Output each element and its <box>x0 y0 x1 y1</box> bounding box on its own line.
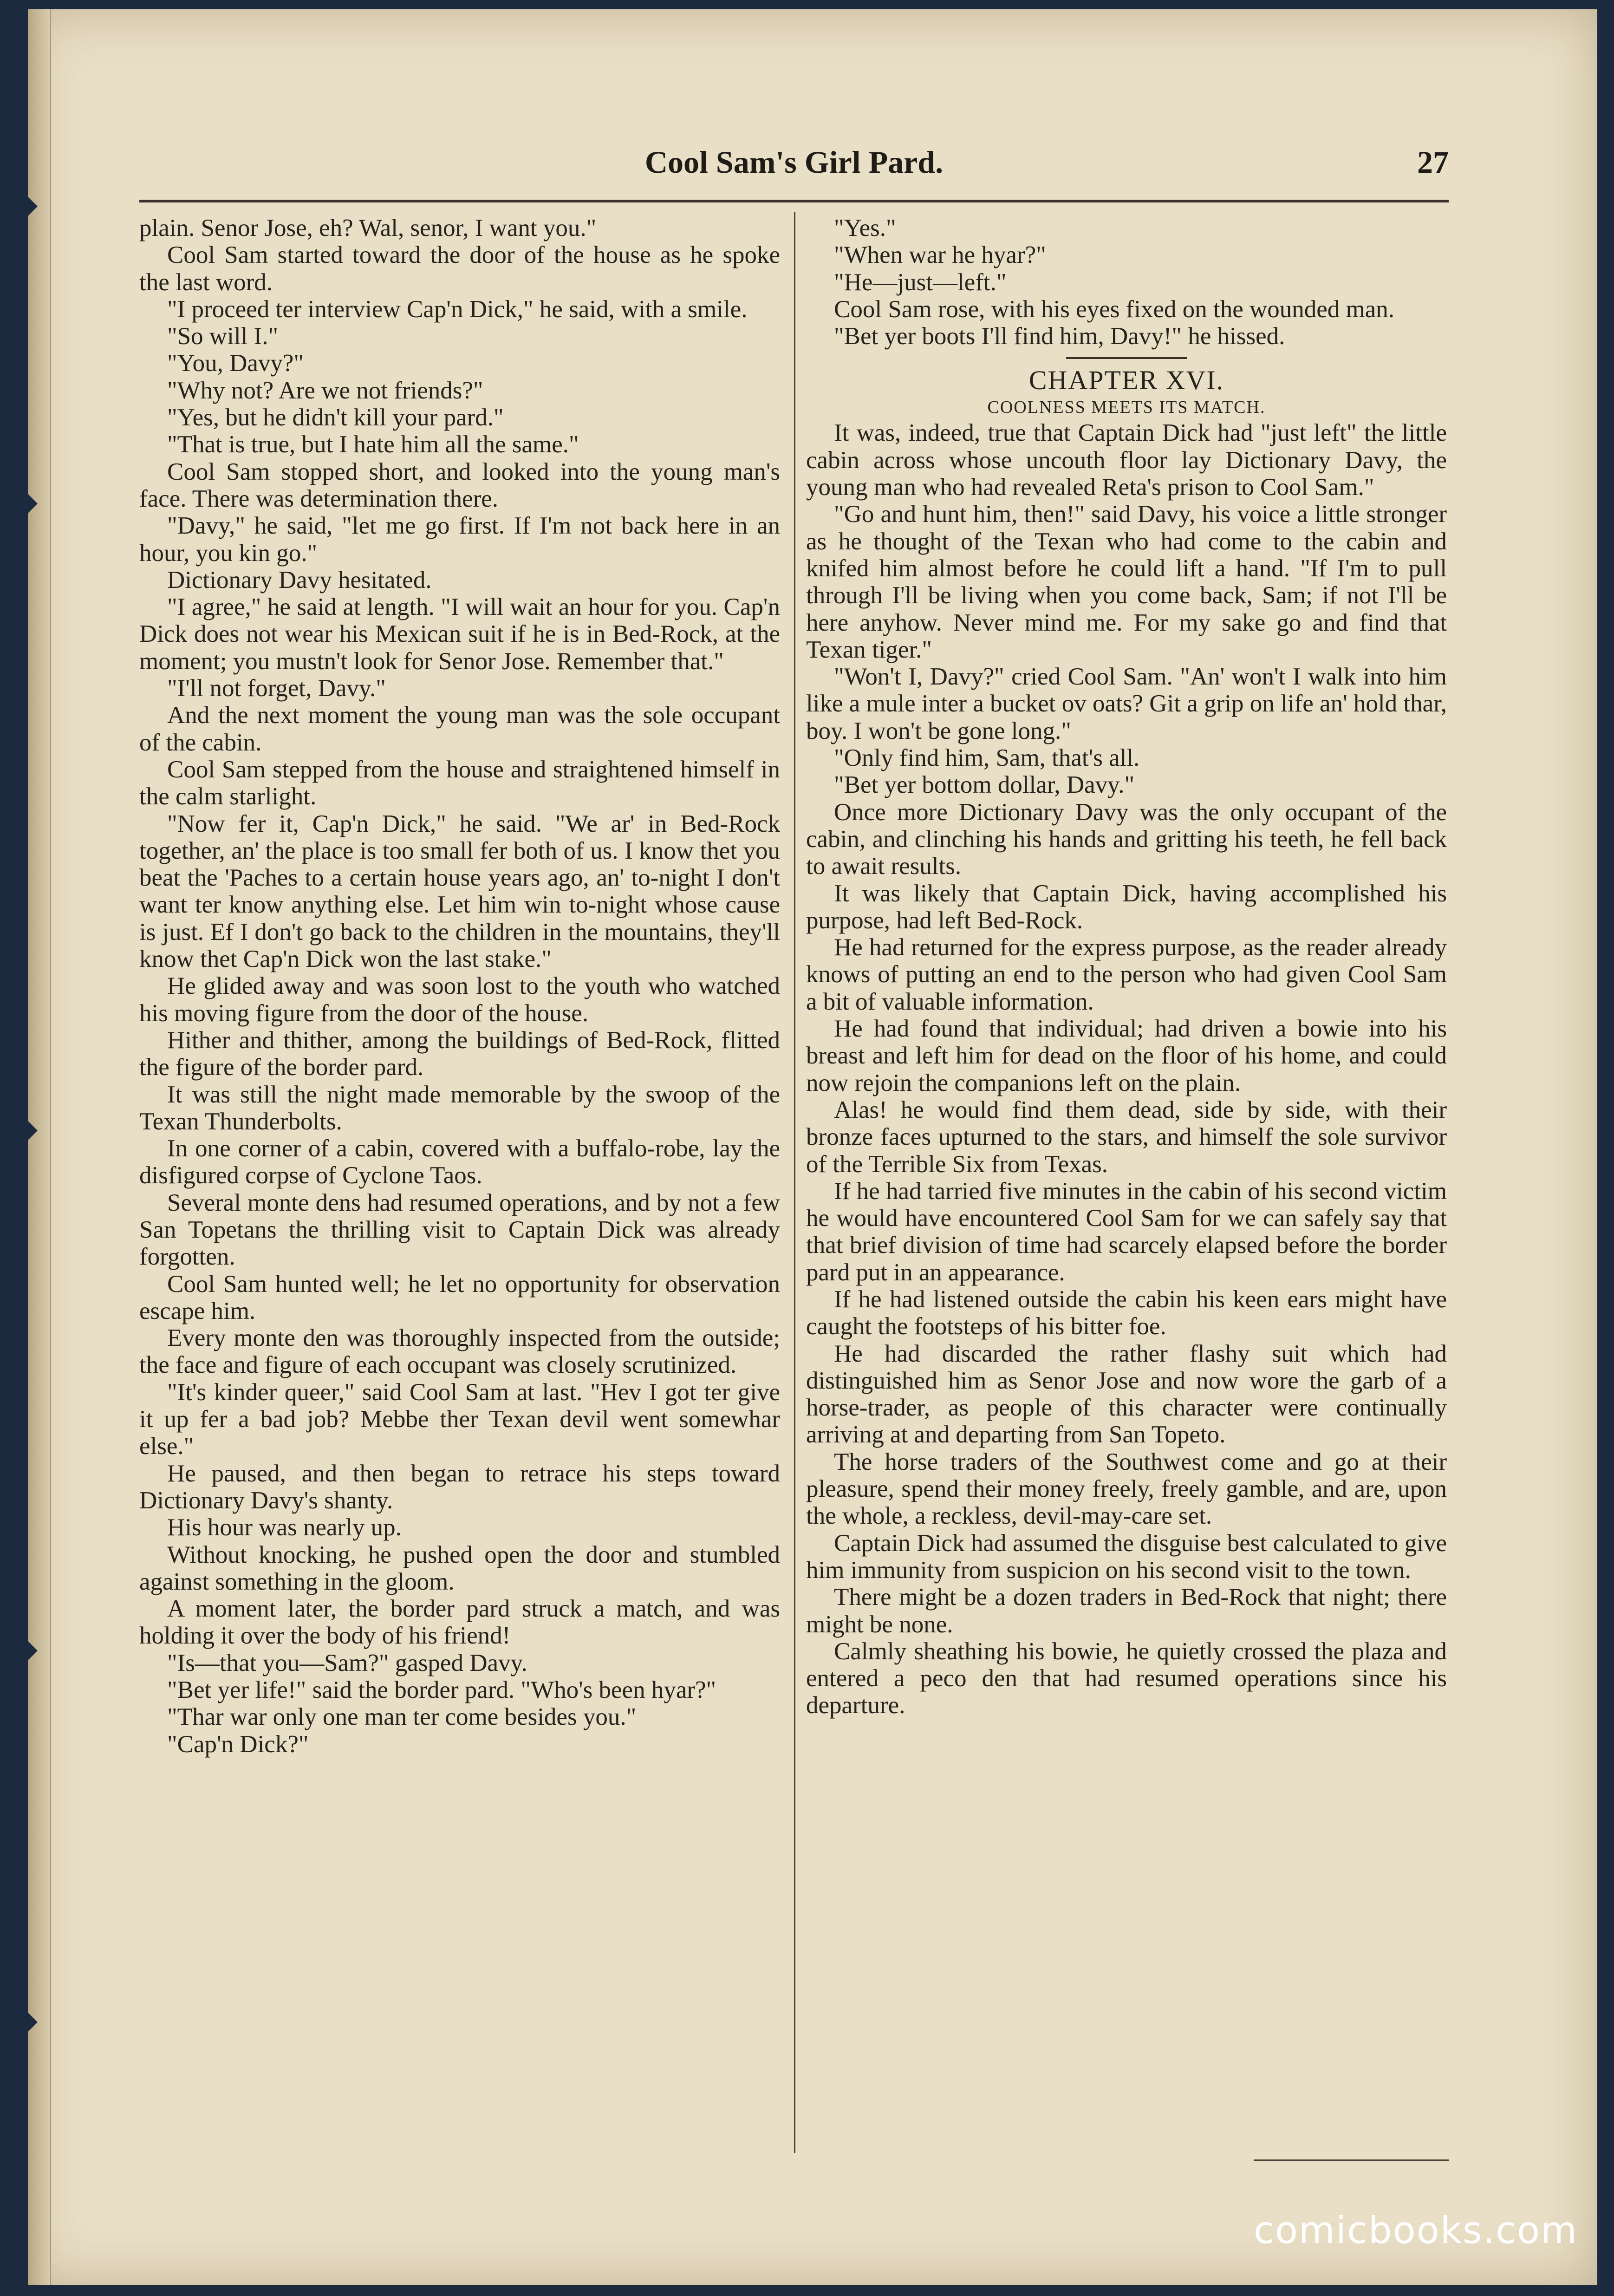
paragraph: He had found that individual; had driven a bowie into his breast and left him for dead on the floor of his home, and could now rejoin the companions left on the plain. <box>806 1015 1447 1096</box>
paragraph: He paused, and then began to retrace his steps toward Dictionary Davy's shanty. <box>139 1460 780 1514</box>
paragraph: It was, indeed, true that Captain Dick had "just left" the little cabin across whose uncouth floor lay Dictionary Davy, the young man who had revealed Reta's prison to Cool Sam." <box>806 419 1447 501</box>
running-header <box>139 139 1449 195</box>
stitch-hole-icon: ◆ <box>16 485 38 518</box>
end-rule <box>1254 2159 1449 2161</box>
paragraph: Dictionary Davy hesitated. <box>167 566 432 594</box>
paragraph: Once more Dictionary Davy was the only occupant of the cabin, and clinching his hands and gritting his teeth, he fell back to await results. <box>806 798 1447 880</box>
paragraph: "Yes, but he didn't kill your pard." <box>167 404 504 431</box>
paragraph: Every monte den was thoroughly inspected from the outside; the face and figure of each occupant was closely scrutinized. <box>139 1324 780 1379</box>
paragraph: Calmly sheathing his bowie, he quietly crossed the plaza and entered a peco den that had resumed operations since his departure. <box>806 1637 1447 1719</box>
paragraph: He had discarded the rather flashy suit which had distinguished him as Senor Jose and now wore the garb of a horse-trader, as people of this character were continually arriving at and departing from San Topeto. <box>806 1340 1447 1448</box>
paragraph: Captain Dick had assumed the disguise best calculated to give him immunity from suspicion on his second visit to the town. <box>806 1529 1447 1584</box>
paragraph: In one corner of a cabin, covered with a buffalo-robe, lay the disfigured corpse of Cyclone Taos. <box>139 1135 780 1189</box>
paragraph: Cool Sam rose, with his eyes fixed on the wounded man. <box>834 295 1395 323</box>
paragraph: "I'll not forget, Davy." <box>167 675 386 702</box>
paragraph: The horse traders of the Southwest come and go at their pleasure, spend their money freely, freely gamble, and are, upon the whole, a reckless, devil-may-care set. <box>806 1448 1447 1530</box>
binding-edge <box>28 9 51 2285</box>
paragraph: Several monte dens had resumed operations, and by not a few San Topetans the thrilling visit to Captain Dick was already forgotten. <box>139 1189 780 1271</box>
paragraph: "Davy," he said, "let me go first. If I'm not back here in an hour, you kin go." <box>139 512 780 567</box>
paragraph: plain. Senor Jose, eh? Wal, senor, I want you." <box>139 215 597 241</box>
paragraph: "It's kinder queer," said Cool Sam at last. "Hev I got ter give it up fer a bad job? Mebbe ther Texan devil went somewhar else." <box>139 1378 780 1460</box>
paragraph: "Go and hunt him, then!" said Davy, his voice a little stronger as he thought of the Texan who had come to the cabin and knifed him almost before he could lift a hand. "If I'm to pull through I'll be living when you come back, Sam; if not I'll be here anyhow. Never mind me. For my sake go and find that Texan tiger." <box>806 501 1447 663</box>
paragraph: "Now fer it, Cap'n Dick," he said. "We ar' in Bed-Rock together, an' the place is too small fer both of us. I know thet you beat the 'Paches to a certain house years ago, an' to-night I don't want ter know anything else. Let him win to-night whose cause is just. Ef I don't go back to the children in the mountains, they'll know thet Cap'n Dick won the last stake." <box>139 810 780 973</box>
paragraph: "You, Davy?" <box>167 350 304 377</box>
stitch-hole-icon: ◆ <box>16 188 38 221</box>
watermark: comicbooks.com <box>1253 2209 1578 2252</box>
chapter-heading: CHAPTER XVI. <box>1028 365 1224 396</box>
column-divider <box>794 212 795 2153</box>
right-column-top-text <box>806 215 1447 350</box>
paragraph: "Why not? Are we not friends?" <box>167 377 483 404</box>
page-number: 27 <box>1417 144 1449 180</box>
paragraph: "Yes." <box>834 215 896 241</box>
paragraph: Cool Sam stopped short, and looked into the young man's face. There was determination there. <box>139 458 780 512</box>
paragraph: "Is—that you—Sam?" gasped Davy. <box>167 1649 527 1676</box>
paragraph: "Bet yer bottom dollar, Davy." <box>834 771 1135 799</box>
paragraph: It was likely that Captain Dick, having accomplished his purpose, had left Bed-Rock. <box>806 880 1447 934</box>
paragraph: Alas! he would find them dead, side by side, with their bronze faces upturned to the stars, and himself the sole survivor of the Terrible Six from Texas. <box>806 1096 1447 1178</box>
paragraph: "When war he hyar?" <box>834 241 1046 269</box>
running-title: Cool Sam's Girl Pard. <box>644 144 944 180</box>
paragraph: "That is true, but I hate him all the same." <box>167 431 579 458</box>
paragraph: There might be a dozen traders in Bed-Rock that night; there might be none. <box>806 1584 1447 1638</box>
right-column-chapter-text <box>806 419 1447 1719</box>
paragraph: "I proceed ter interview Cap'n Dick," he said, with a smile. <box>167 295 748 323</box>
paragraph: Cool Sam stepped from the house and straightened himself in the calm starlight. <box>139 756 780 810</box>
left-column <box>139 215 780 1758</box>
paragraph: If he had listened outside the cabin his keen ears might have caught the footsteps of his bitter foe. <box>806 1285 1447 1340</box>
paragraph: He glided away and was soon lost to the youth who watched his moving figure from the door of the house. <box>139 972 780 1027</box>
paragraph: His hour was nearly up. <box>167 1514 402 1541</box>
paragraph: "Thar war only one man ter come besides you." <box>167 1703 637 1731</box>
paragraph: A moment later, the border pard struck a match, and was holding it over the body of his friend! <box>139 1595 780 1650</box>
paragraph: And the next moment the young man was the sole occupant of the cabin. <box>139 702 780 756</box>
stitch-hole-icon: ◆ <box>16 2004 38 2036</box>
paragraph: "So will I." <box>167 323 279 350</box>
paragraph: "He—just—left." <box>834 268 1007 296</box>
chapter-subtitle: COOLNESS MEETS ITS MATCH. <box>987 398 1266 417</box>
stitch-hole-icon: ◆ <box>16 1112 38 1145</box>
paragraph: Cool Sam hunted well; he let no opportunity for observation escape him. <box>139 1270 780 1324</box>
right-column <box>806 215 1447 1719</box>
paragraph: Cool Sam started toward the door of the house as he spoke the last word. <box>139 241 780 296</box>
paragraph: "I agree," he said at length. "I will wait an hour for you. Cap'n Dick does not wear his Mexican suit if he is in Bed-Rock, at the moment; you mustn't look for Senor Jose. Remember that." <box>139 594 780 675</box>
paragraph: Hither and thither, among the buildings of Bed-Rock, flitted the figure of the border pard. <box>139 1026 780 1081</box>
paragraph: He had returned for the express purpose, as the reader already knows of putting an end to the person who had given Cool Sam a bit of valuable information. <box>806 934 1447 1015</box>
paragraph: "Cap'n Dick?" <box>167 1730 309 1758</box>
paragraph: It was still the night made memorable by the swoop of the Texan Thunderbolts. <box>139 1081 780 1135</box>
paragraph: "Bet yer boots I'll find him, Davy!" he hissed. <box>834 323 1285 350</box>
paragraph: "Bet yer life!" said the border pard. "Who's been hyar?" <box>167 1676 716 1704</box>
paragraph: "Won't I, Davy?" cried Cool Sam. "An' won't I walk into him like a mule inter a bucket ov oats? Git a grip on life an' hold thar, boy. I won't be gone long." <box>806 663 1447 744</box>
header-rule <box>139 200 1449 202</box>
chapter-rule <box>1066 357 1187 359</box>
paragraph: Without knocking, he pushed open the door and stumbled against something in the gloom. <box>139 1541 780 1595</box>
paragraph: If he had tarried five minutes in the cabin of his second victim he would have encountered Cool Sam for we can safely say that that brief division of time had scarcely elapsed before the border pard put in an appearance. <box>806 1177 1447 1286</box>
paragraph: "Only find him, Sam, that's all. <box>834 744 1140 772</box>
stitch-hole-icon: ◆ <box>16 1632 38 1665</box>
